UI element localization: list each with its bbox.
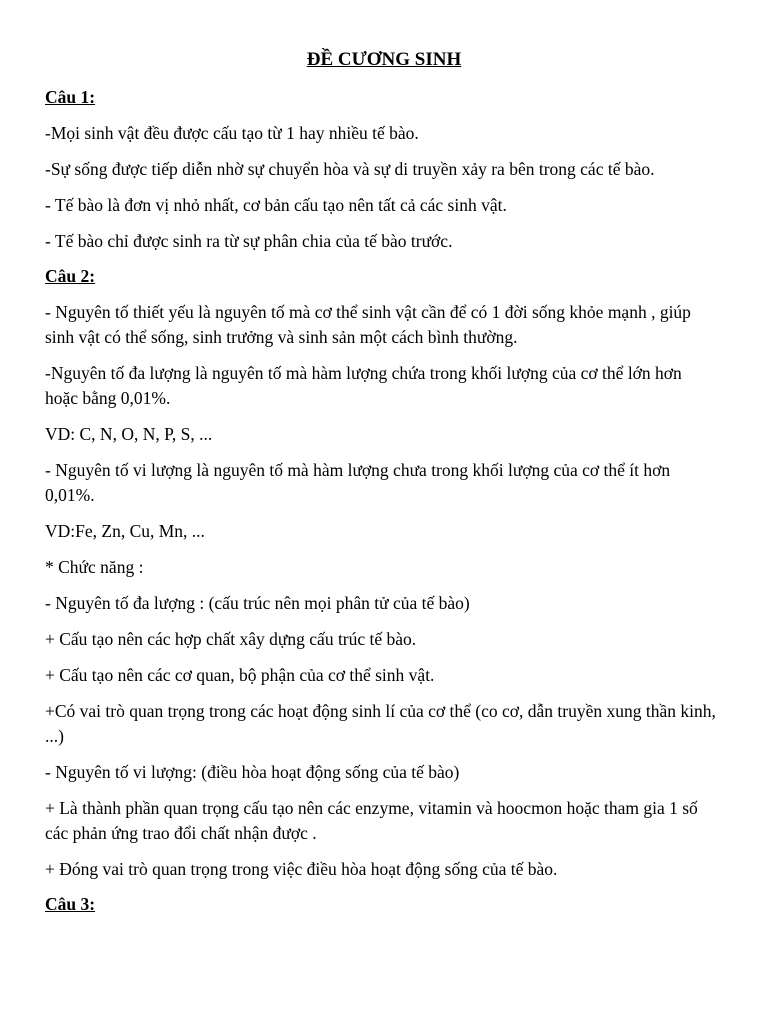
paragraph: - Nguyên tố vi lượng là nguyên tố mà hàm lượng chưa trong khối lượng của cơ thể ít hơn 0,01%. — [45, 460, 671, 505]
paragraph: + Đóng vai trò quan trọng trong việc điều hòa hoạt động sống của tế bào. — [45, 859, 558, 879]
paragraph: - Nguyên tố thiết yếu là nguyên tố mà cơ thể sinh vật cần để có 1 đời sống khỏe mạnh , giúp sinh vật có thể sống, sinh trưởng và sinh sản một cách bình thường. — [45, 302, 691, 347]
paragraph: * Chức năng : — [45, 557, 144, 577]
question-2-heading: Câu 2: — [45, 266, 96, 286]
paragraph: +Có vai trò quan trọng trong các hoạt động sinh lí của cơ thể (co cơ, dẫn truyền xung thần kinh, ...) — [45, 701, 716, 746]
paragraph: + Là thành phần quan trọng cấu tạo nên các enzyme, vitamin và hoocmon hoặc tham gia 1 số các phản ứng trao đổi chất nhận được . — [45, 798, 698, 843]
paragraph: - Tế bào là đơn vị nhỏ nhất, cơ bản cấu tạo nên tất cả các sinh vật. — [45, 195, 507, 215]
paragraph: + Cấu tạo nên các hợp chất xây dựng cấu trúc tế bào. — [45, 629, 417, 649]
paragraph: VD: C, N, O, N, P, S, ... — [45, 424, 213, 444]
paragraph: - Nguyên tố đa lượng : (cấu trúc nên mọi phân tử của tế bào) — [45, 593, 470, 613]
question-1-heading: Câu 1: — [45, 87, 96, 107]
document-title: ĐỀ CƯƠNG SINH — [306, 49, 462, 70]
paragraph: -Nguyên tố đa lượng là nguyên tố mà hàm lượng chứa trong khối lượng của cơ thể lớn hơn hoặc bằng 0,01%. — [45, 363, 682, 408]
paragraph: -Mọi sinh vật đều được cấu tạo từ 1 hay nhiều tế bào. — [45, 123, 419, 143]
paragraph: VD:Fe, Zn, Cu, Mn, ... — [45, 521, 205, 541]
paragraph: - Tế bào chỉ được sinh ra từ sự phân chia của tế bào trước. — [45, 231, 453, 251]
paragraph: -Sự sống được tiếp diễn nhờ sự chuyển hòa và sự di truyền xảy ra bên trong các tế bào. — [45, 159, 655, 179]
document-page — [45, 48, 717, 928]
paragraph: - Nguyên tố vi lượng: (điều hòa hoạt động sống của tế bào) — [45, 762, 460, 782]
question-3-heading: Câu 3: — [45, 894, 96, 914]
paragraph: + Cấu tạo nên các cơ quan, bộ phận của cơ thể sinh vật. — [45, 665, 435, 685]
